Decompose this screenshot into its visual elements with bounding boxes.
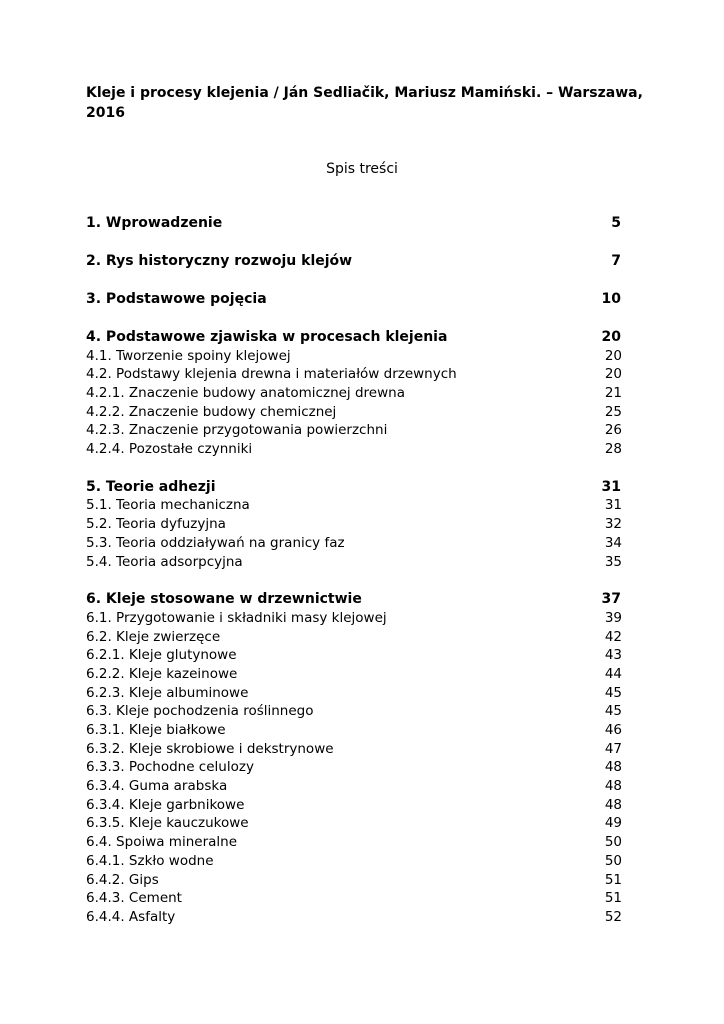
toc-section-title: 6.4.4. Asfalty [86, 908, 176, 925]
toc-section [86, 440, 622, 459]
toc-chapter-page: 7 [611, 252, 621, 269]
toc-section-title: 4.1. Tworzenie spoiny klejowej [86, 347, 291, 364]
toc-section-title: 6.3. Kleje pochodzenia roślinnego [86, 703, 314, 720]
toc-section [86, 553, 622, 572]
toc-chapter-page: 31 [601, 478, 621, 495]
toc-section-page: 31 [604, 497, 622, 514]
toc-section [86, 796, 622, 815]
toc-section-page: 43 [604, 647, 622, 664]
toc-section-page: 52 [604, 908, 622, 925]
toc-chapter [86, 214, 622, 233]
toc-chapter [86, 478, 622, 497]
toc-section-page: 48 [604, 796, 622, 813]
toc-chapter [86, 290, 622, 309]
toc-section-title: 4.2.1. Znaczenie budowy anatomicznej drewna [86, 385, 405, 402]
toc-section-title: 5.4. Teoria adsorpcyjna [86, 553, 243, 570]
toc-section [86, 721, 622, 740]
toc-section-title: 6.4.3. Cement [86, 890, 182, 907]
toc-section-page: 50 [604, 852, 622, 869]
toc-section-page: 32 [604, 516, 622, 533]
toc-section [86, 365, 622, 384]
toc-section [86, 515, 622, 534]
toc-section-page: 44 [604, 665, 622, 682]
toc-section-page: 25 [604, 403, 622, 420]
toc-section-title: 4.2.4. Pozostałe czynniki [86, 441, 253, 458]
toc-section-title: 6.3.4. Kleje garbnikowe [86, 796, 245, 813]
toc-section-page: 47 [604, 740, 622, 757]
toc-section [86, 889, 622, 908]
table-of-contents [86, 214, 622, 927]
toc-section [86, 871, 622, 890]
toc-section-title: 6.4. Spoiwa mineralne [86, 834, 238, 851]
toc-section [86, 758, 622, 777]
toc-section [86, 852, 622, 871]
toc-section-page: 46 [604, 722, 622, 739]
toc-section [86, 421, 622, 440]
toc-section-page: 35 [604, 553, 622, 570]
toc-section-title: 6.4.1. Szkło wodne [86, 852, 214, 869]
toc-section-title: 6.4.2. Gips [86, 871, 159, 888]
toc-section-page: 26 [604, 422, 622, 439]
toc-section [86, 684, 622, 703]
toc-section-page: 45 [604, 684, 622, 701]
toc-section-title: 4.2.2. Znaczenie budowy chemicznej [86, 403, 337, 420]
toc-section-title: 6.3.2. Kleje skrobiowe i dekstrynowe [86, 740, 334, 757]
toc-chapter [86, 328, 622, 347]
toc-section-page: 45 [604, 703, 622, 720]
toc-section-title: 6.2. Kleje zwierzęce [86, 628, 221, 645]
toc-section-title: 6.2.3. Kleje albuminowe [86, 684, 249, 701]
toc-section-title: 5.2. Teoria dyfuzyjna [86, 516, 226, 533]
toc-section-page: 21 [604, 385, 622, 402]
toc-section [86, 814, 622, 833]
toc-section-page: 42 [604, 628, 622, 645]
toc-section [86, 777, 622, 796]
toc-section-page: 28 [604, 441, 622, 458]
book-citation: Kleje i procesy klejenia / Ján Sedliačik, Mariusz Mamiński. – Warszawa, 2016 [86, 85, 643, 121]
toc-title: Spis treści [326, 161, 398, 177]
toc-chapter-title: 2. Rys historyczny rozwoju klejów [86, 252, 353, 269]
toc-section-title: 6.1. Przygotowanie i składniki masy klejowej [86, 609, 387, 626]
toc-section [86, 702, 622, 721]
toc-section-page: 20 [604, 366, 622, 383]
toc-section-title: 5.1. Teoria mechaniczna [86, 497, 250, 514]
toc-chapter-title: 6. Kleje stosowane w drzewnictwie [86, 591, 362, 608]
toc-section-page: 34 [604, 534, 622, 551]
toc-section-title: 6.2.2. Kleje kazeinowe [86, 665, 238, 682]
toc-chapter [86, 590, 622, 609]
toc-section-title: 6.3.5. Kleje kauczukowe [86, 815, 249, 832]
toc-chapter-title: 5. Teorie adhezji [86, 478, 216, 495]
toc-chapter-title: 3. Podstawowe pojęcia [86, 290, 267, 307]
toc-chapter-page: 10 [601, 290, 621, 307]
toc-chapter-page: 5 [611, 215, 621, 231]
toc-section [86, 740, 622, 759]
toc-section [86, 609, 622, 628]
toc-section [86, 628, 622, 647]
toc-section-title: 6.3.1. Kleje białkowe [86, 722, 226, 739]
toc-chapter-page: 20 [601, 328, 621, 345]
toc-chapter-page: 37 [601, 591, 621, 608]
toc-section [86, 908, 622, 927]
toc-section [86, 833, 622, 852]
toc-section [86, 347, 622, 366]
toc-section-title: 6.3.4. Guma arabska [86, 778, 228, 795]
toc-chapter-title: 1. Wprowadzenie [86, 215, 223, 231]
toc-section-page: 50 [604, 834, 622, 851]
toc-section [86, 646, 622, 665]
toc-section-title: 4.2. Podstawy klejenia drewna i materiałów drzewnych [86, 366, 457, 383]
toc-section-title: 6.3.3. Pochodne celulozy [86, 759, 254, 776]
toc-section-page: 51 [604, 890, 622, 907]
toc-section-page: 48 [604, 778, 622, 795]
toc-section-page: 20 [604, 347, 622, 364]
toc-section-page: 39 [604, 609, 622, 626]
toc-section-title: 4.2.3. Znaczenie przygotowania powierzchni [86, 422, 388, 439]
toc-section-page: 51 [604, 871, 622, 888]
toc-chapter-title: 4. Podstawowe zjawiska w procesach klejenia [86, 328, 448, 345]
toc-chapter [86, 252, 622, 271]
toc-section [86, 384, 622, 403]
toc-section [86, 534, 622, 553]
toc-section-title: 6.2.1. Kleje glutynowe [86, 647, 237, 664]
toc-section [86, 496, 622, 515]
toc-section [86, 665, 622, 684]
toc-section-title: 5.3. Teoria oddziaływań na granicy faz [86, 534, 345, 551]
toc-section [86, 403, 622, 422]
toc-section-page: 48 [604, 759, 622, 776]
toc-section-page: 49 [604, 815, 622, 832]
